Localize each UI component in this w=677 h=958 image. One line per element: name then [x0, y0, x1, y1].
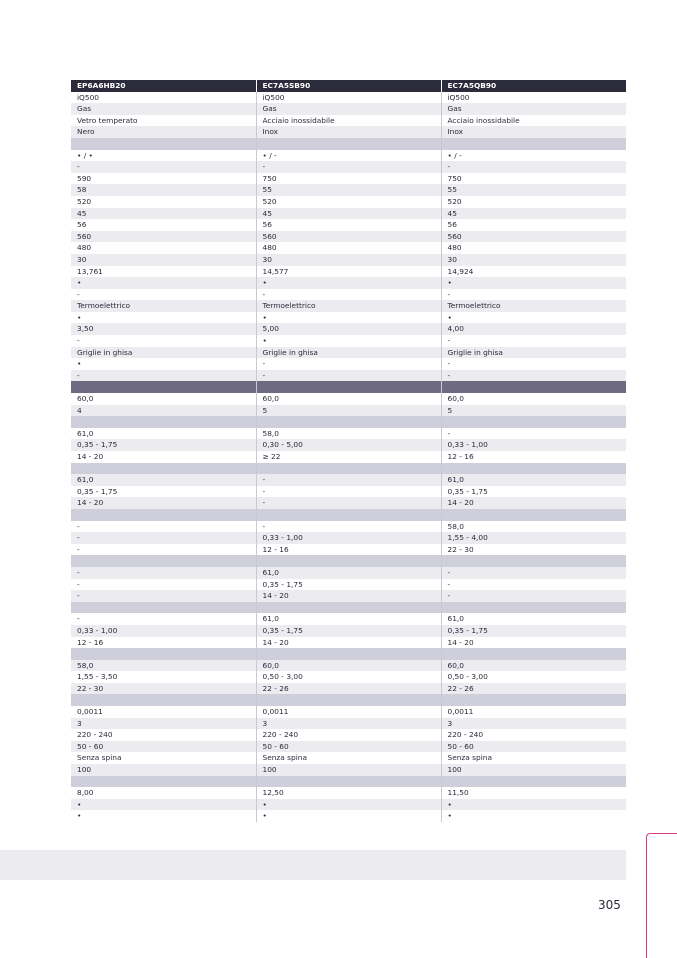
bottom-band [0, 850, 626, 880]
table-cell-model-2: ≥ 22 [256, 451, 441, 463]
table-cell-model-2 [256, 416, 441, 428]
table-cell-model-3 [441, 416, 626, 428]
section-divider-row [71, 463, 626, 475]
table-cell-model-3: 0,35 - 1,75 [441, 625, 626, 637]
table-cell-model-1: 13,761 [71, 266, 256, 278]
section-divider-row [71, 648, 626, 660]
table-cell-model-3: - [441, 567, 626, 579]
table-cell-model-3 [441, 602, 626, 614]
table-row [71, 590, 626, 602]
table-cell-model-2: 0,33 - 1,00 [256, 532, 441, 544]
table-row [71, 347, 626, 359]
table-cell-model-2 [256, 381, 441, 393]
table-cell-model-3: 560 [441, 231, 626, 243]
table-cell-model-2: 100 [256, 764, 441, 776]
table-cell-model-3: 14,924 [441, 266, 626, 278]
table-cell-model-3: 0,33 - 1,00 [441, 439, 626, 451]
table-row [71, 358, 626, 370]
table-cell-model-2: • / - [256, 150, 441, 162]
table-cell-model-2: • [256, 799, 441, 811]
table-cell-model-1 [71, 509, 256, 521]
table-row [71, 173, 626, 185]
table-cell-model-2: 12 - 16 [256, 544, 441, 556]
table-cell-model-3 [441, 509, 626, 521]
table-cell-model-2: 0,35 - 1,75 [256, 625, 441, 637]
table-cell-model-1: 560 [71, 231, 256, 243]
table-row [71, 637, 626, 649]
table-row [71, 126, 626, 138]
table-cell-model-3 [441, 648, 626, 660]
table-cell-model-3: • [441, 312, 626, 324]
table-cell-model-1: • / • [71, 150, 256, 162]
table-cell-model-1: • [71, 358, 256, 370]
table-cell-model-3: 12 - 16 [441, 451, 626, 463]
table-cell-model-1: 0,35 - 1,75 [71, 439, 256, 451]
table-cell-model-1: 45 [71, 208, 256, 220]
table-row [71, 266, 626, 278]
table-cell-model-1: 520 [71, 196, 256, 208]
table-cell-model-2: 22 - 26 [256, 683, 441, 695]
page-tab-marker [646, 833, 677, 958]
table-cell-model-1: 3 [71, 718, 256, 730]
table-cell-model-3: 0,0011 [441, 706, 626, 718]
section-divider-row [71, 694, 626, 706]
table-row [71, 219, 626, 231]
table-row [71, 254, 626, 266]
table-cell-model-3: 11,50 [441, 787, 626, 799]
table-cell-model-1: 14 - 20 [71, 497, 256, 509]
spec-table-body [71, 92, 626, 822]
table-cell-model-2: 61,0 [256, 567, 441, 579]
table-cell-model-1: - [71, 567, 256, 579]
table-cell-model-1: - [71, 161, 256, 173]
table-cell-model-2: 560 [256, 231, 441, 243]
header-row [71, 80, 626, 92]
table-cell-model-3: Senza spina [441, 752, 626, 764]
table-cell-model-1: - [71, 579, 256, 591]
table-cell-model-1 [71, 138, 256, 150]
table-cell-model-1: 1,55 - 3,50 [71, 671, 256, 683]
table-cell-model-1: - [71, 370, 256, 382]
table-cell-model-1: - [71, 532, 256, 544]
table-cell-model-3: 22 - 26 [441, 683, 626, 695]
table-row [71, 312, 626, 324]
table-cell-model-2: Griglie in ghisa [256, 347, 441, 359]
table-row [71, 323, 626, 335]
table-cell-model-1: Nero [71, 126, 256, 138]
table-cell-model-1 [71, 555, 256, 567]
table-row [71, 208, 626, 220]
table-cell-model-2: 55 [256, 184, 441, 196]
section-divider-row [71, 602, 626, 614]
table-row [71, 625, 626, 637]
table-cell-model-2 [256, 509, 441, 521]
table-cell-model-2: - [256, 474, 441, 486]
table-cell-model-1 [71, 648, 256, 660]
table-cell-model-1: Griglie in ghisa [71, 347, 256, 359]
table-cell-model-2: 14 - 20 [256, 590, 441, 602]
table-cell-model-2: - [256, 497, 441, 509]
table-cell-model-1: 14 - 20 [71, 451, 256, 463]
table-cell-model-3: 0,35 - 1,75 [441, 486, 626, 498]
table-cell-model-3: 520 [441, 196, 626, 208]
table-cell-model-1: 56 [71, 219, 256, 231]
table-cell-model-2: 60,0 [256, 393, 441, 405]
table-cell-model-1: 590 [71, 173, 256, 185]
table-cell-model-1: 61,0 [71, 428, 256, 440]
table-row [71, 289, 626, 301]
table-cell-model-2: Termoelettrico [256, 300, 441, 312]
table-cell-model-2: 30 [256, 254, 441, 266]
table-cell-model-3: - [441, 289, 626, 301]
table-cell-model-2: Inox [256, 126, 441, 138]
table-cell-model-3: 45 [441, 208, 626, 220]
table-cell-model-3: Griglie in ghisa [441, 347, 626, 359]
table-cell-model-2: 14 - 20 [256, 637, 441, 649]
table-cell-model-1: - [71, 590, 256, 602]
table-cell-model-3: Acciaio inossidabile [441, 115, 626, 127]
section-divider-row [71, 776, 626, 788]
table-cell-model-3: - [441, 370, 626, 382]
table-cell-model-2 [256, 138, 441, 150]
table-cell-model-1: 480 [71, 242, 256, 254]
table-cell-model-1: • [71, 312, 256, 324]
table-cell-model-1: Termoelettrico [71, 300, 256, 312]
table-cell-model-1: 60,0 [71, 393, 256, 405]
table-row [71, 161, 626, 173]
table-cell-model-3: • [441, 799, 626, 811]
table-cell-model-3: - [441, 161, 626, 173]
table-row [71, 613, 626, 625]
table-cell-model-3: 14 - 20 [441, 637, 626, 649]
table-cell-model-2 [256, 776, 441, 788]
spec-table [71, 80, 626, 822]
table-cell-model-3: 60,0 [441, 660, 626, 672]
table-row [71, 706, 626, 718]
table-row [71, 729, 626, 741]
table-row [71, 752, 626, 764]
table-row [71, 196, 626, 208]
spec-table-header [71, 80, 626, 92]
table-cell-model-1: 0,0011 [71, 706, 256, 718]
table-cell-model-2: - [256, 521, 441, 533]
table-row [71, 393, 626, 405]
table-cell-model-2: 58,0 [256, 428, 441, 440]
table-row [71, 660, 626, 672]
table-cell-model-1: - [71, 335, 256, 347]
column-header-model-3: EC7A5QB90 [441, 80, 626, 92]
table-cell-model-3: 61,0 [441, 474, 626, 486]
table-cell-model-3: 22 - 30 [441, 544, 626, 556]
table-cell-model-2: • [256, 335, 441, 347]
table-cell-model-2 [256, 555, 441, 567]
table-cell-model-3: Inox [441, 126, 626, 138]
table-cell-model-3: 0,50 - 3,00 [441, 671, 626, 683]
table-cell-model-3: Termoelettrico [441, 300, 626, 312]
table-cell-model-2: 12,50 [256, 787, 441, 799]
table-cell-model-2 [256, 648, 441, 660]
table-row [71, 521, 626, 533]
table-cell-model-2: 520 [256, 196, 441, 208]
section-divider-row [71, 509, 626, 521]
table-cell-model-1: iQ500 [71, 92, 256, 104]
table-row [71, 486, 626, 498]
table-row [71, 671, 626, 683]
table-row [71, 103, 626, 115]
table-cell-model-3: iQ500 [441, 92, 626, 104]
table-cell-model-1: Vetro temperato [71, 115, 256, 127]
table-row [71, 544, 626, 556]
table-cell-model-3: 30 [441, 254, 626, 266]
table-row [71, 277, 626, 289]
table-cell-model-2 [256, 602, 441, 614]
table-cell-model-2 [256, 694, 441, 706]
table-cell-model-1: 0,33 - 1,00 [71, 625, 256, 637]
table-cell-model-1: - [71, 289, 256, 301]
table-cell-model-2: 3 [256, 718, 441, 730]
table-cell-model-1: 50 - 60 [71, 741, 256, 753]
table-cell-model-3: • / - [441, 150, 626, 162]
table-cell-model-3: • [441, 810, 626, 822]
table-cell-model-3: - [441, 579, 626, 591]
table-cell-model-2: 14,577 [256, 266, 441, 278]
table-cell-model-2: 56 [256, 219, 441, 231]
table-row [71, 231, 626, 243]
table-cell-model-3: 61,0 [441, 613, 626, 625]
table-row [71, 718, 626, 730]
table-row [71, 497, 626, 509]
table-cell-model-2: - [256, 161, 441, 173]
table-cell-model-1: 4 [71, 405, 256, 417]
table-cell-model-2: 0,50 - 3,00 [256, 671, 441, 683]
table-cell-model-3: - [441, 358, 626, 370]
table-cell-model-1: • [71, 277, 256, 289]
table-cell-model-2: - [256, 486, 441, 498]
table-cell-model-1: 30 [71, 254, 256, 266]
table-cell-model-3: 220 - 240 [441, 729, 626, 741]
table-cell-model-3 [441, 694, 626, 706]
table-cell-model-3: 56 [441, 219, 626, 231]
table-cell-model-1 [71, 602, 256, 614]
table-cell-model-1 [71, 694, 256, 706]
table-cell-model-2: 0,30 - 5,00 [256, 439, 441, 451]
table-cell-model-2: • [256, 810, 441, 822]
table-cell-model-2: 220 - 240 [256, 729, 441, 741]
table-cell-model-2: Acciaio inossidabile [256, 115, 441, 127]
table-cell-model-2: 61,0 [256, 613, 441, 625]
table-cell-model-2: 0,35 - 1,75 [256, 579, 441, 591]
table-row [71, 567, 626, 579]
table-cell-model-2: 480 [256, 242, 441, 254]
table-cell-model-1 [71, 776, 256, 788]
table-cell-model-1: - [71, 613, 256, 625]
table-cell-model-3: • [441, 277, 626, 289]
table-cell-model-1: - [71, 544, 256, 556]
table-cell-model-3 [441, 138, 626, 150]
table-cell-model-3 [441, 381, 626, 393]
table-cell-model-1 [71, 416, 256, 428]
column-header-model-1: EP6A6HB20 [71, 80, 256, 92]
table-row [71, 439, 626, 451]
table-cell-model-3 [441, 555, 626, 567]
table-row [71, 579, 626, 591]
table-row [71, 150, 626, 162]
table-cell-model-3: 60,0 [441, 393, 626, 405]
table-row [71, 184, 626, 196]
table-row [71, 92, 626, 104]
table-cell-model-3: 5 [441, 405, 626, 417]
table-cell-model-2 [256, 463, 441, 475]
table-cell-model-2: • [256, 277, 441, 289]
table-cell-model-3 [441, 463, 626, 475]
table-row [71, 741, 626, 753]
table-cell-model-3: 1,55 - 4,00 [441, 532, 626, 544]
table-row [71, 428, 626, 440]
table-cell-model-3: Gas [441, 103, 626, 115]
table-cell-model-2: - [256, 358, 441, 370]
table-cell-model-3: 4,00 [441, 323, 626, 335]
table-cell-model-2: Gas [256, 103, 441, 115]
table-row [71, 810, 626, 822]
table-cell-model-1: 12 - 16 [71, 637, 256, 649]
table-cell-model-1 [71, 463, 256, 475]
section-divider-row [71, 138, 626, 150]
table-cell-model-2: 5 [256, 405, 441, 417]
table-row [71, 300, 626, 312]
table-cell-model-1: • [71, 799, 256, 811]
table-cell-model-1: 58 [71, 184, 256, 196]
table-cell-model-2: 50 - 60 [256, 741, 441, 753]
page-number: 305 [598, 898, 621, 912]
table-cell-model-3: 3 [441, 718, 626, 730]
table-cell-model-1: • [71, 810, 256, 822]
section-divider-row [71, 555, 626, 567]
table-row [71, 335, 626, 347]
table-cell-model-3: - [441, 590, 626, 602]
section-divider-row [71, 416, 626, 428]
table-cell-model-3: 480 [441, 242, 626, 254]
table-cell-model-2: iQ500 [256, 92, 441, 104]
table-cell-model-3: 58,0 [441, 521, 626, 533]
table-cell-model-3: 100 [441, 764, 626, 776]
table-row [71, 115, 626, 127]
table-cell-model-3: 750 [441, 173, 626, 185]
table-row [71, 764, 626, 776]
table-cell-model-3: - [441, 428, 626, 440]
section-divider-dark-row [71, 381, 626, 393]
column-header-model-2: EC7A5SB90 [256, 80, 441, 92]
table-row [71, 451, 626, 463]
table-cell-model-3: - [441, 335, 626, 347]
table-row [71, 405, 626, 417]
table-cell-model-3: 50 - 60 [441, 741, 626, 753]
table-cell-model-1: 61,0 [71, 474, 256, 486]
table-cell-model-3: 55 [441, 184, 626, 196]
table-cell-model-1 [71, 381, 256, 393]
table-cell-model-2: - [256, 289, 441, 301]
table-cell-model-1: Gas [71, 103, 256, 115]
table-cell-model-1: 22 - 30 [71, 683, 256, 695]
table-cell-model-1: 0,35 - 1,75 [71, 486, 256, 498]
table-row [71, 242, 626, 254]
table-cell-model-2: 45 [256, 208, 441, 220]
table-row [71, 683, 626, 695]
table-row [71, 370, 626, 382]
table-cell-model-1: 8,00 [71, 787, 256, 799]
table-row [71, 474, 626, 486]
table-cell-model-1: 3,50 [71, 323, 256, 335]
table-row [71, 787, 626, 799]
table-row [71, 532, 626, 544]
table-cell-model-2: 60,0 [256, 660, 441, 672]
table-cell-model-2: 750 [256, 173, 441, 185]
table-cell-model-2: 0,0011 [256, 706, 441, 718]
table-cell-model-1: 220 - 240 [71, 729, 256, 741]
table-cell-model-1: 100 [71, 764, 256, 776]
table-cell-model-2: Senza spina [256, 752, 441, 764]
table-cell-model-1: - [71, 521, 256, 533]
table-cell-model-3: 14 - 20 [441, 497, 626, 509]
table-cell-model-3 [441, 776, 626, 788]
table-cell-model-2: - [256, 370, 441, 382]
table-cell-model-1: Senza spina [71, 752, 256, 764]
table-row [71, 799, 626, 811]
table-cell-model-2: 5,00 [256, 323, 441, 335]
table-cell-model-2: • [256, 312, 441, 324]
table-cell-model-1: 58,0 [71, 660, 256, 672]
